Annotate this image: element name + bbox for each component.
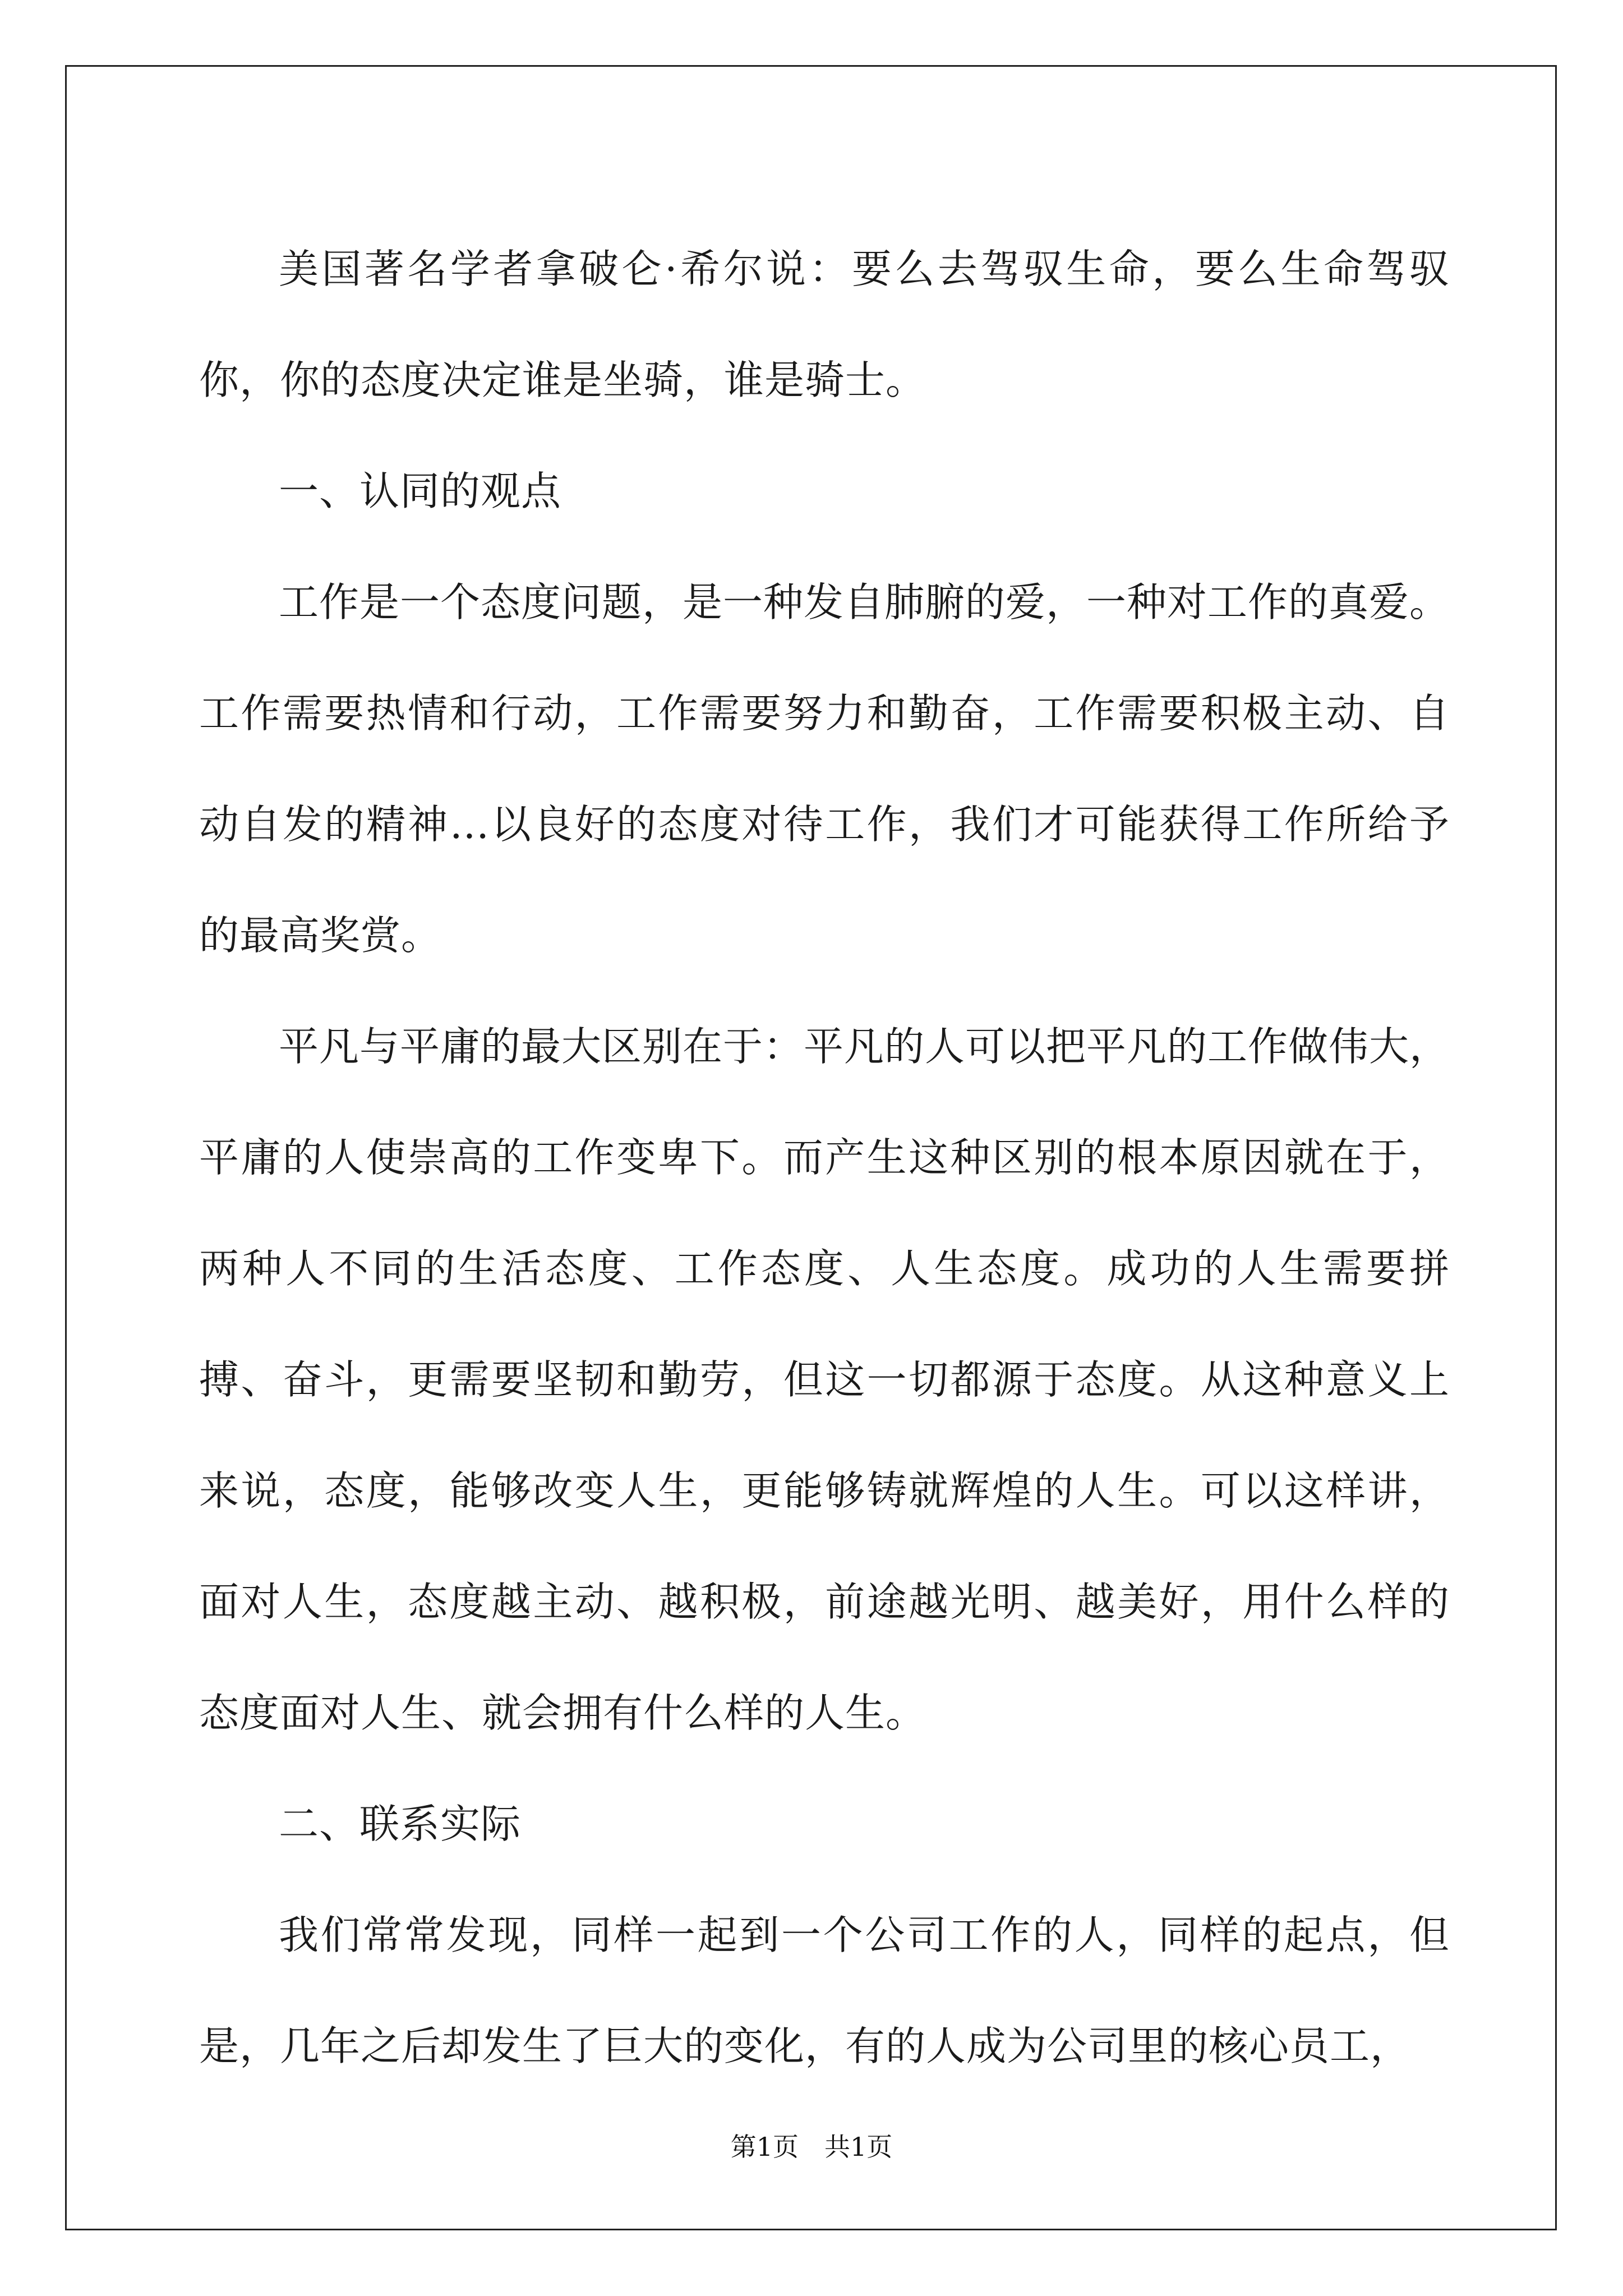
section-heading-2: 二、联系实际 <box>279 1801 522 1847</box>
paragraph-ordinary-vs-mediocre: 平凡与平庸的最大区别在于：平凡的人可以把平凡的工作做伟大，平庸的人使崇高的工作变卑下。而产生这种区别的根本原因就在于，两种人不同的生活态度、工作态度、人生态度。成功的人生需要拼搏、奋斗，更需要坚韧和勤劳，但这一切都源于态度。从这种意义上来说，态度，能够改变人生，更能够铸就辉煌的人生。可以这样讲，面对人生，态度越主动、越积极，前途越光明、越美好，用什么样的态度面对人生、就会拥有什么样的人生。 <box>199 1023 1450 1736</box>
section-heading-1: 一、认同的观点 <box>279 468 562 514</box>
paragraph-work-attitude: 工作是一个态度问题，是一种发自肺腑的爱，一种对工作的真爱。工作需要热情和行动，工作需要努力和勤奋，工作需要积极主动、自动自发的精神…以良好的态度对待工作，我们才可能获得工作所给予的最高奖赏。 <box>199 579 1450 959</box>
paragraph-practice: 我们常常发现，同样一起到一个公司工作的人，同样的起点，但是，几年之后却发生了巨大的变化，有的人成为公司里的核心员工， <box>199 1912 1450 2069</box>
document-body <box>199 214 1450 2102</box>
page-footer: 第1页 共1页 <box>730 2132 893 2162</box>
paragraph-intro: 美国著名学者拿破仑·希尔说：要么去驾驭生命，要么生命驾驭你，你的态度决定谁是坐骑，谁是骑士。 <box>199 246 1450 403</box>
